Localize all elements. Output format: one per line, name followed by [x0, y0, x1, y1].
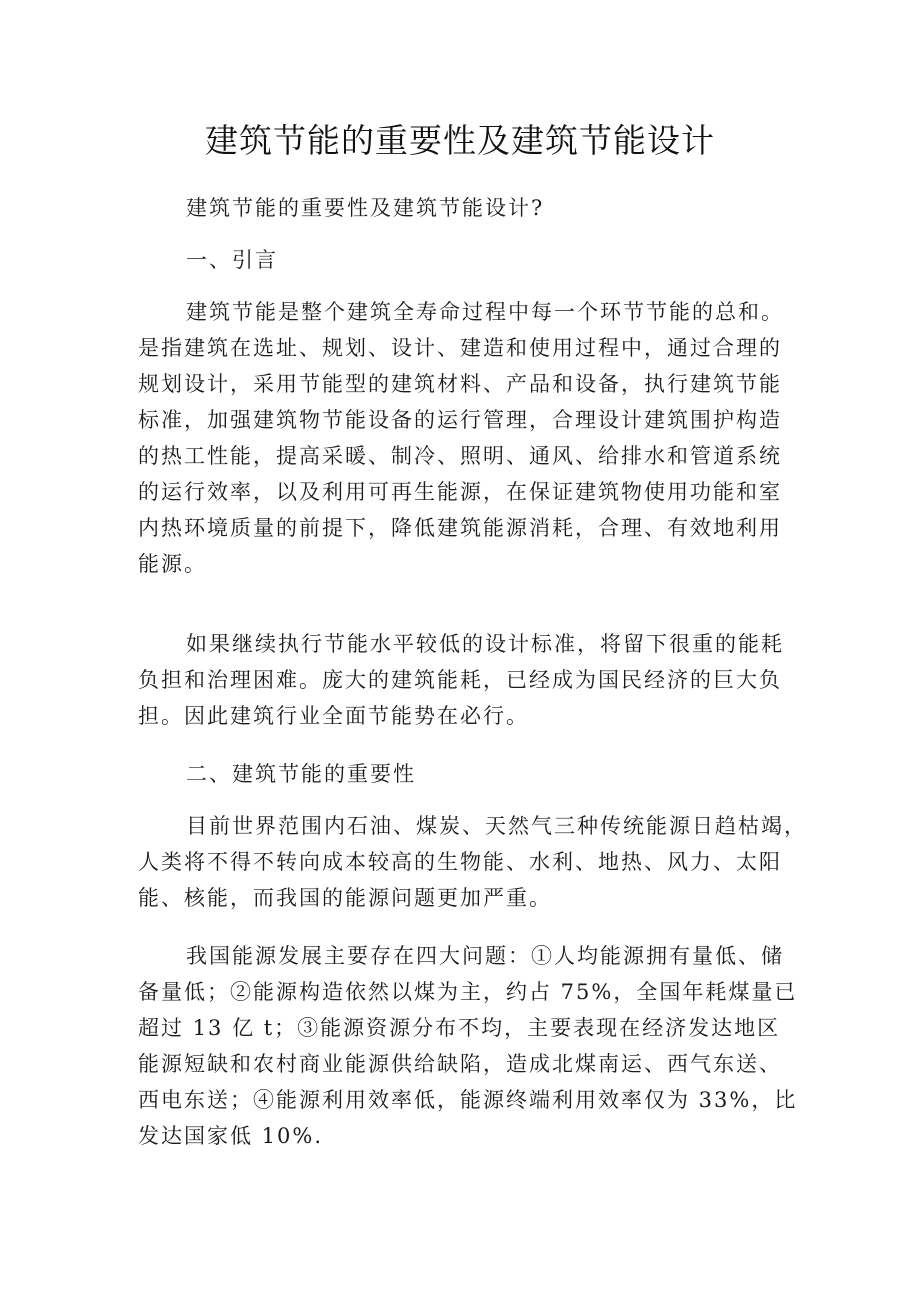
paragraph-line: 备量低；②能源构造依然以煤为主，约占 75%，全国年耗煤量已 [138, 980, 798, 1004]
paragraph-line: 规划设计，采用节能型的建筑材料、产品和设备，执行建筑节能 [138, 372, 782, 396]
paragraph-line: 担。因此建筑行业全面节能势在必行。 [138, 704, 529, 728]
paragraph-line: 的运行效率，以及利用可再生能源，在保证建筑物使用功能和室 [138, 480, 782, 504]
paragraph-line: 我国能源发展主要存在四大问题：①人均能源拥有量低、储 [186, 944, 784, 968]
paragraph-china-energy [138, 938, 798, 1154]
paragraph-intro [138, 294, 793, 582]
section-heading-text: 一、引言 [186, 248, 278, 272]
paragraph-line: 发达国家低 10%. [138, 1124, 324, 1148]
paragraph-line: 超过 13 亿 t；③能源资源分布不均，主要表现在经济发达地区 [138, 1016, 781, 1040]
document-subtitle [138, 190, 793, 226]
subtitle-line: 建筑节能的重要性及建筑节能设计? [186, 196, 545, 220]
paragraph-line: 西电东送；④能源利用效率低，能源终端利用效率仅为 33%，比 [138, 1088, 798, 1112]
paragraph-line: 标准，加强建筑物节能设备的运行管理，合理设计建筑围护构造 [138, 408, 782, 432]
paragraph-line: 能源。 [138, 552, 207, 576]
paragraph-line: 能源短缺和农村商业能源供给缺陷，造成北煤南运、西气东送、 [138, 1052, 782, 1076]
document-title: 建筑节能的重要性及建筑节能设计 [205, 121, 715, 160]
paragraph-line: 建筑节能是整个建筑全寿命过程中每一个环节节能的总和。 [186, 300, 784, 324]
section-heading-intro [138, 242, 793, 278]
paragraph-line: 是指建筑在选址、规划、设计、建造和使用过程中，通过合理的 [138, 336, 782, 360]
paragraph-line: 能、核能，而我国的能源问题更加严重。 [138, 886, 552, 910]
paragraph-line: 内热环境质量的前提下，降低建筑能源消耗，合理、有效地利用 [138, 516, 782, 540]
paragraph-line: 如果继续执行节能水平较低的设计标准，将留下很重的能耗 [186, 632, 784, 656]
paragraph-line: 人类将不得不转向成本较高的生物能、水利、地热、风力、太阳 [138, 850, 782, 874]
paragraph-line: 负担和治理困难。庞大的建筑能耗，已经成为国民经济的巨大负 [138, 668, 782, 692]
paragraph-standards [138, 626, 793, 734]
paragraph-world-energy [138, 808, 807, 916]
paragraph-line: 的热工性能，提高采暖、制冷、照明、通风、给排水和管道系统 [138, 444, 782, 468]
paragraph-line: 目前世界范围内石油、煤炭、天然气三种传统能源日趋枯竭， [186, 814, 807, 838]
section-heading-text: 二、建筑节能的重要性 [186, 762, 416, 786]
section-heading-importance [138, 756, 793, 792]
